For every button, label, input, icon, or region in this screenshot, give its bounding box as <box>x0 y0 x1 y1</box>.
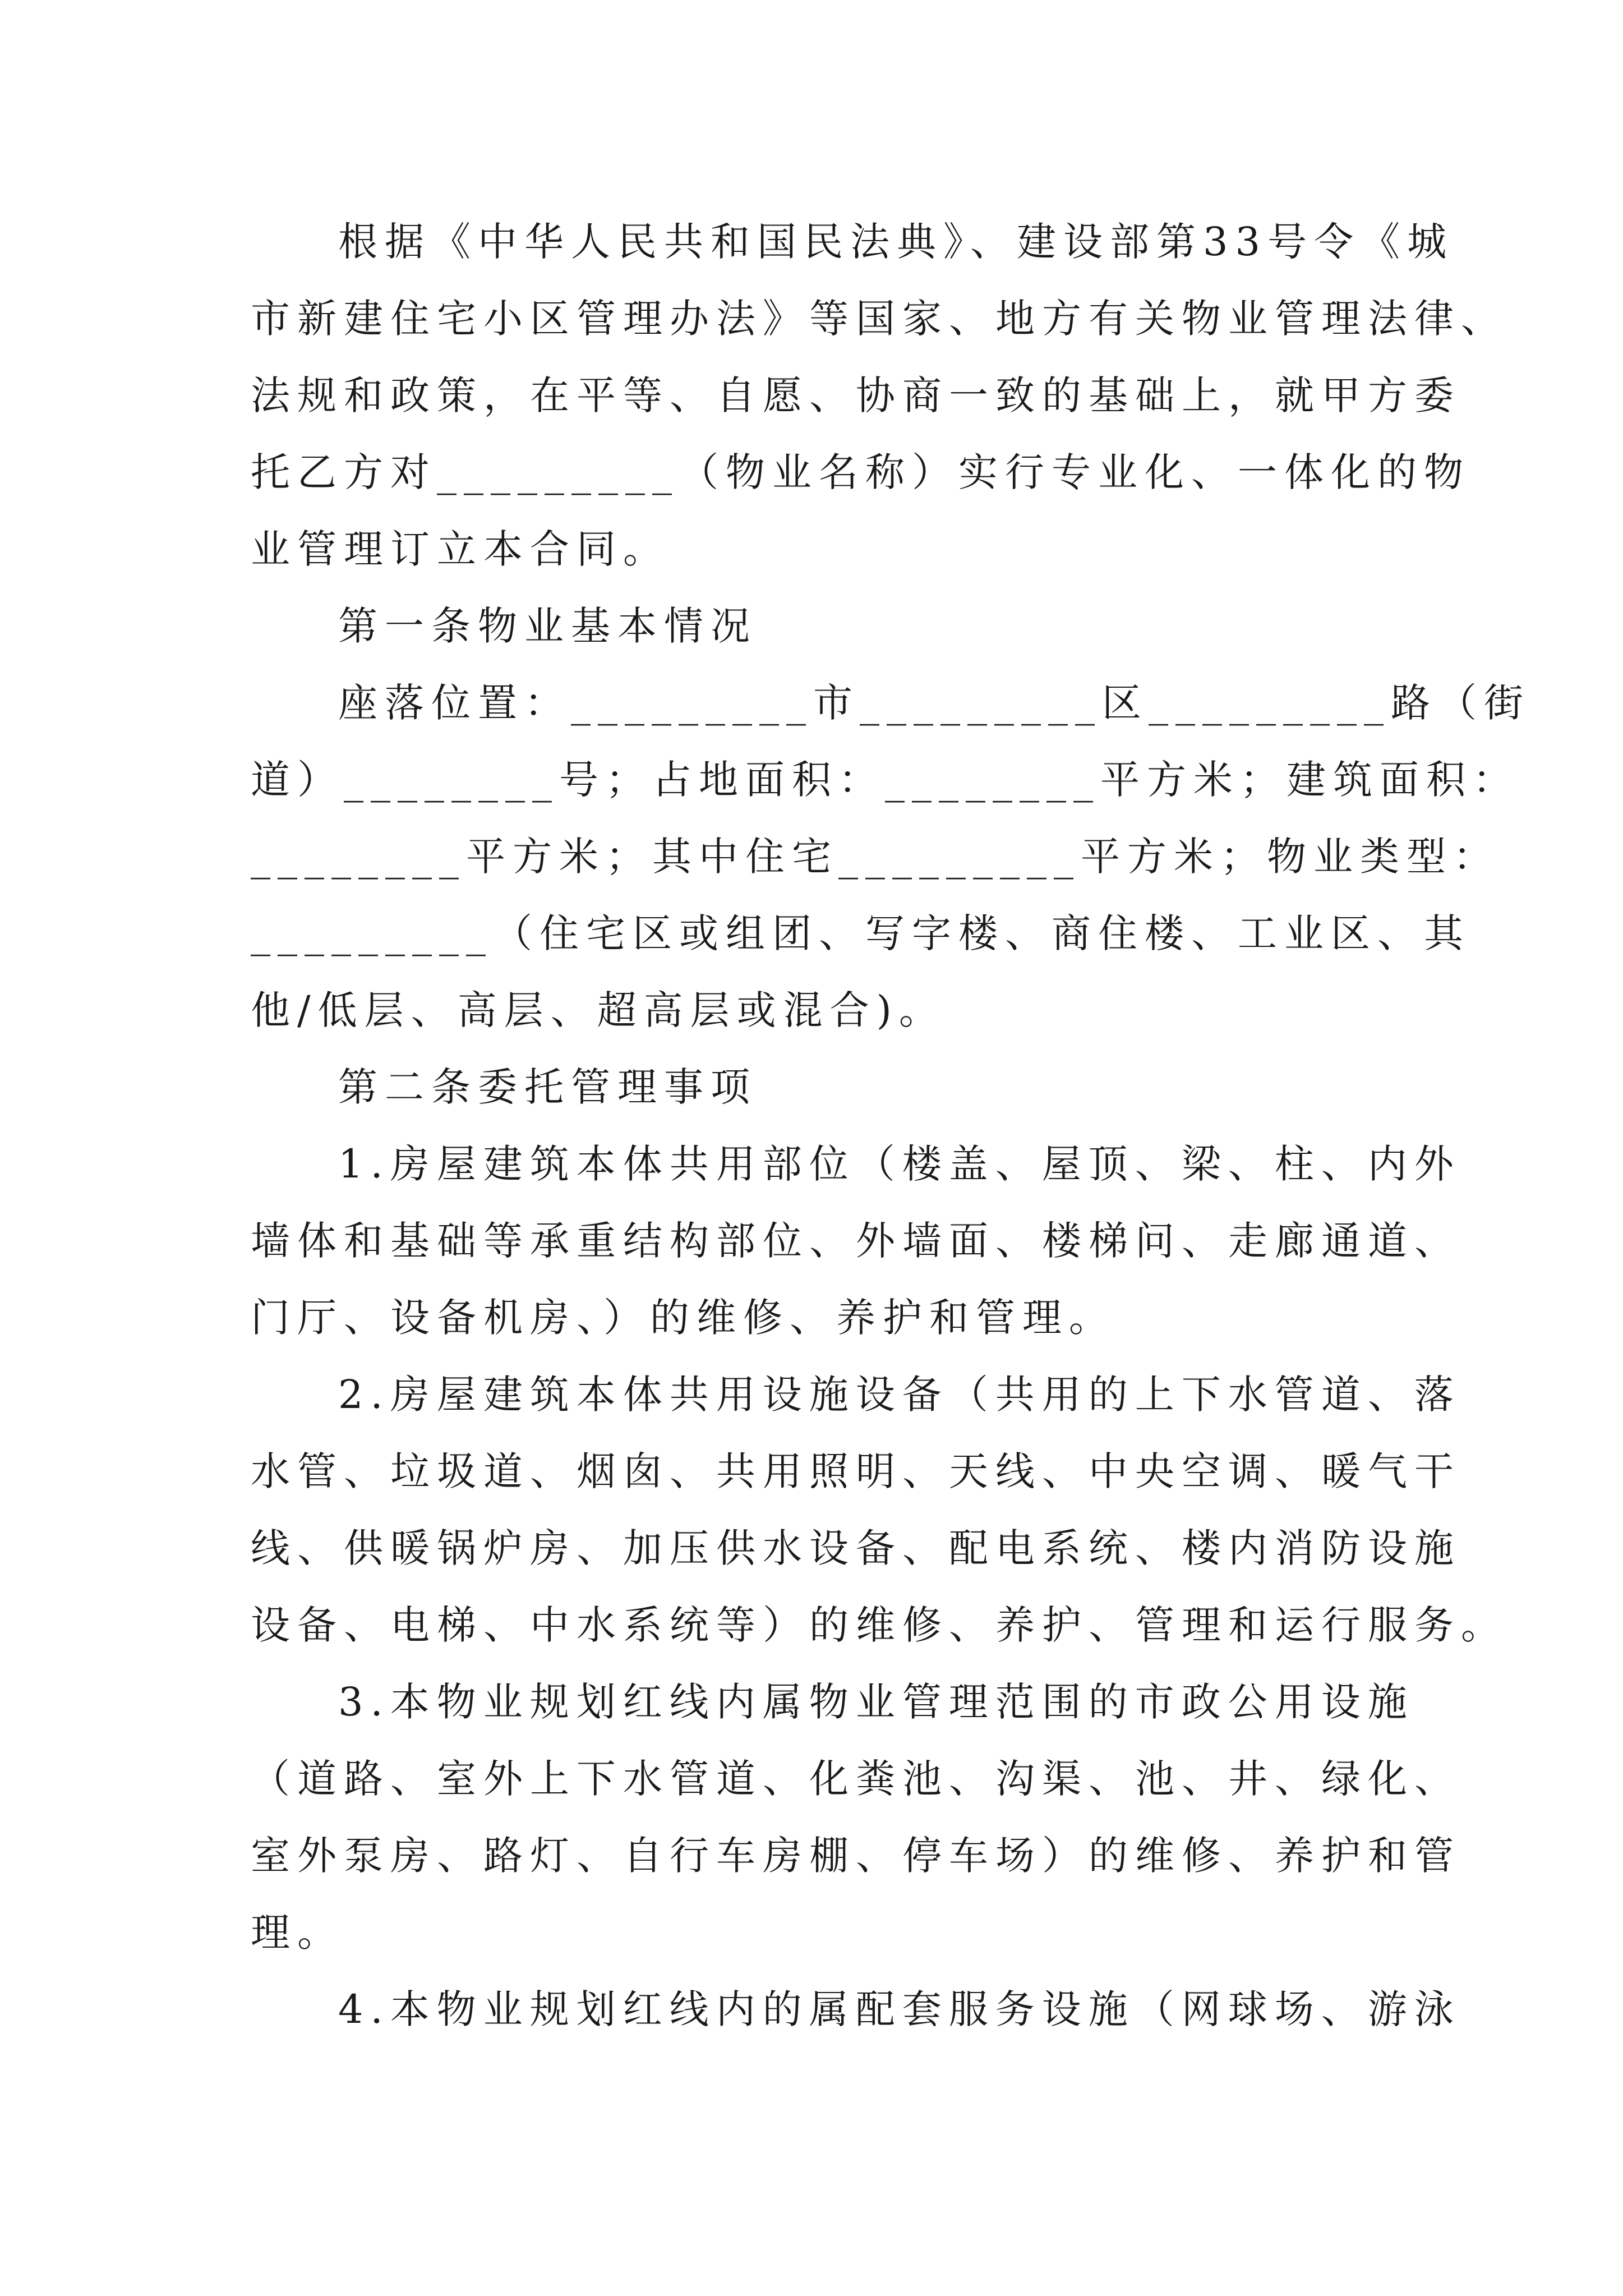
paragraph-line: ________平方米；其中住宅_________平方米；物业类型： <box>251 834 1500 880</box>
paragraph-line: 水管、垃圾道、烟囱、共用照明、天线、中央空调、暖气干 <box>251 1448 1461 1494</box>
paragraph-line: 1.房屋建筑本体共用部位（楼盖、屋顶、梁、柱、内外 <box>338 1141 1461 1187</box>
section-heading: 第二条委托管理事项 <box>338 1064 757 1110</box>
paragraph-line: 道）________号；占地面积：________平方米；建筑面积： <box>251 757 1519 803</box>
paragraph-line: 墙体和基础等承重结构部位、外墙面、楼梯问、走廊通道、 <box>251 1218 1461 1264</box>
paragraph-line: （道路、室外上下水管道、化粪池、沟渠、池、井、绿化、 <box>251 1756 1461 1802</box>
paragraph-line: 3.本物业规划红线内属物业管理范围的市政公用设施 <box>338 1679 1414 1725</box>
paragraph-line: 4.本物业规划红线内的属配套服务设施（网球场、游泳 <box>338 1986 1461 2032</box>
paragraph-line: 托乙方对_________（物业名称）实行专业化、一体化的物 <box>251 449 1470 495</box>
paragraph-line: 线、供暖锅炉房、加压供水设备、配电系统、楼内消防设施 <box>251 1525 1461 1571</box>
paragraph-line: 室外泵房、路灯、自行车房棚、停车场）的维修、养护和管 <box>251 1833 1461 1879</box>
paragraph-line: 法规和政策，在平等、自愿、协商一致的基础上，就甲方委 <box>251 372 1461 418</box>
paragraph-line: _________（住宅区或组团、写字楼、商住楼、工业区、其 <box>251 910 1470 956</box>
paragraph-line: 他/低层、高层、超高层或混合)。 <box>251 987 946 1033</box>
paragraph-line: 座落位置：_________市_________区_________路（街 <box>338 680 1530 726</box>
paragraph-line: 门厅、设备机房、）的维修、养护和管理。 <box>251 1295 1115 1341</box>
paragraph-line: 设备、电梯、中水系统等）的维修、养护、管理和运行服务。 <box>251 1602 1507 1648</box>
paragraph-line: 理。 <box>251 1910 344 1955</box>
paragraph-line: 市新建住宅小区管理办法》等国家、地方有关物业管理法律、 <box>251 296 1507 342</box>
paragraph-line: 2.房屋建筑本体共用设施设备（共用的上下水管道、落 <box>338 1372 1461 1418</box>
paragraph-line: 业管理订立本合同。 <box>251 526 670 572</box>
paragraph-line: 根据《中华人民共和国民法典》、建设部第33号令《城 <box>338 219 1454 265</box>
section-heading: 第一条物业基本情况 <box>338 603 757 649</box>
